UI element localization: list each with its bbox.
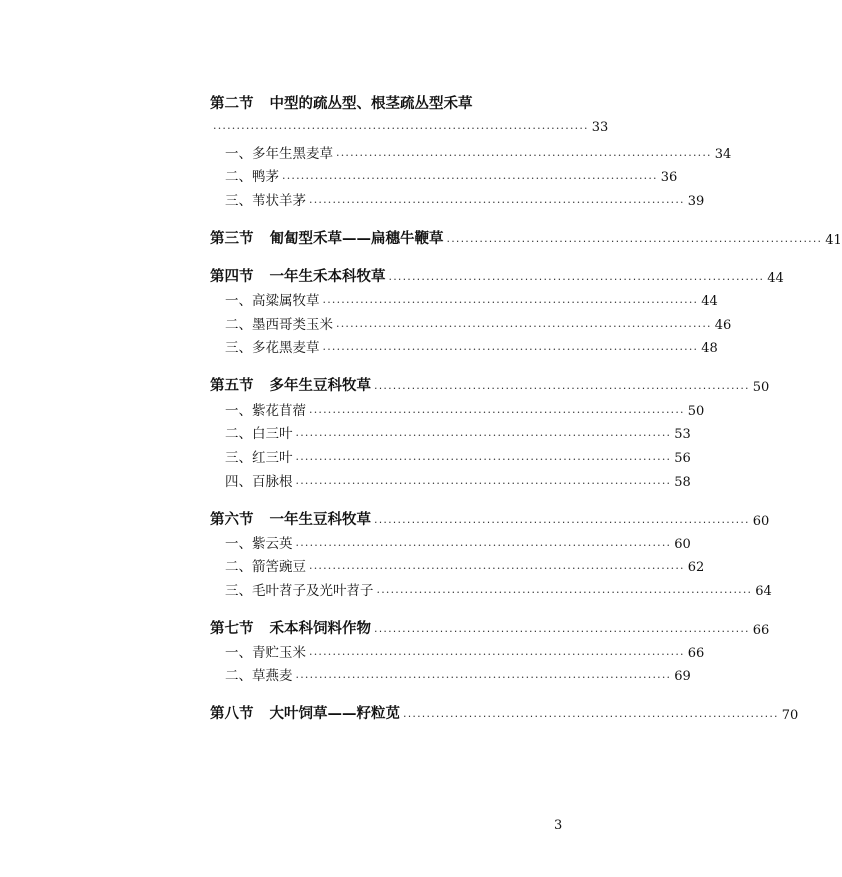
section-number: 第五节 xyxy=(210,378,254,394)
toc-label: 三、苇状羊茅 xyxy=(225,193,306,209)
leader-dots: ················································································ xyxy=(374,516,750,529)
toc-page-number: 60 xyxy=(752,514,770,529)
toc-item[interactable] xyxy=(210,420,691,442)
toc-label: 一、多年生黑麦草 xyxy=(225,146,333,162)
toc-label: 二、草燕麦 xyxy=(225,668,293,684)
toc-label xyxy=(210,265,386,286)
toc-label: 三、多花黑麦草 xyxy=(225,340,320,356)
section-number: 第八节 xyxy=(210,706,254,722)
section-title: 大叶饲草——籽粒苋 xyxy=(269,706,400,722)
toc-item[interactable] xyxy=(210,187,705,209)
leader-dots: ················································································ xyxy=(295,539,672,552)
leader-dots: ················································································ xyxy=(322,343,699,356)
toc-item[interactable] xyxy=(210,287,718,309)
toc-page-number: 36 xyxy=(660,170,678,185)
leader-dots: ················································································ xyxy=(374,625,750,638)
toc-page-number: 70 xyxy=(781,708,799,723)
toc-page-number: 46 xyxy=(714,318,732,333)
toc-label: 二、鸭茅 xyxy=(225,169,279,185)
toc-page-number: 64 xyxy=(755,584,772,599)
toc-page-number: 44 xyxy=(701,294,718,309)
leader-dots: ················································································ xyxy=(282,172,658,185)
toc-label xyxy=(210,702,400,723)
toc-label: 二、箭筈豌豆 xyxy=(225,559,306,575)
section-title: 禾本科饲料作物 xyxy=(269,621,371,637)
toc-page-number: 34 xyxy=(714,147,732,162)
toc-item[interactable] xyxy=(210,163,678,185)
toc-item[interactable] xyxy=(210,468,691,490)
toc-item[interactable] xyxy=(210,444,691,466)
leader-dots: ················································································ xyxy=(403,710,779,723)
leader-dots: ················································································ xyxy=(388,273,765,286)
toc-section-title[interactable] xyxy=(210,92,473,113)
section-number: 第六节 xyxy=(210,512,254,528)
section-title: 匍匐型禾草——扁穗牛鞭草 xyxy=(269,231,444,247)
toc-section[interactable] xyxy=(210,616,770,638)
toc-label: 一、紫花苜蓿 xyxy=(225,403,306,419)
toc-page-number: 44 xyxy=(767,271,784,286)
leader-dots: ················································································ xyxy=(446,235,823,248)
section-number: 第七节 xyxy=(210,621,254,637)
toc-page-number: 48 xyxy=(701,341,718,356)
toc-item[interactable] xyxy=(210,662,691,684)
toc-item[interactable] xyxy=(210,397,705,419)
toc-section[interactable] xyxy=(210,701,799,723)
leader-dots: ················································································ xyxy=(309,406,685,419)
toc-item[interactable] xyxy=(210,577,772,599)
toc-page-number: 56 xyxy=(674,451,691,466)
leader-dots: ················································································ xyxy=(213,122,589,135)
leader-dots: ················································································ xyxy=(295,671,672,684)
leader-dots: ················································································ xyxy=(295,429,672,442)
toc-item[interactable] xyxy=(210,334,718,356)
toc-section[interactable] xyxy=(210,507,770,529)
toc-item[interactable] xyxy=(210,311,732,333)
toc-page-number: 50 xyxy=(752,380,770,395)
section-number: 第四节 xyxy=(210,269,254,285)
toc-page-number: 33 xyxy=(591,120,609,135)
toc-label: 四、百脉根 xyxy=(225,474,293,490)
toc-page-number: 39 xyxy=(687,194,705,209)
toc-page-number: 69 xyxy=(674,669,691,684)
section-title: 中型的疏丛型、根茎疏丛型禾草 xyxy=(269,96,473,112)
toc-label xyxy=(210,374,371,395)
toc-label: 二、白三叶 xyxy=(225,426,293,442)
leader-dots: ················································································ xyxy=(336,320,712,333)
toc-page-number: 53 xyxy=(674,427,691,442)
toc-item[interactable] xyxy=(210,530,691,552)
toc-page-number: 66 xyxy=(752,623,770,638)
leader-dots: ················································································ xyxy=(376,586,753,599)
leader-dots: ················································································ xyxy=(309,648,685,661)
toc-page-number: 58 xyxy=(674,475,691,490)
toc-page-number: 62 xyxy=(687,560,705,575)
leader-dots: ················································································ xyxy=(309,562,685,575)
section-title: 一年生禾本科牧草 xyxy=(269,269,386,285)
section-title: 一年生豆科牧草 xyxy=(269,512,371,528)
leader-dots: ················································································ xyxy=(336,149,712,162)
toc-label: 三、红三叶 xyxy=(225,450,293,466)
section-number: 第二节 xyxy=(210,96,254,112)
toc-label: 二、墨西哥类玉米 xyxy=(225,317,333,333)
toc-page-number: 41 xyxy=(825,233,842,248)
toc-item[interactable] xyxy=(210,553,705,575)
leader-dots: ················································································ xyxy=(295,477,672,490)
toc-page-number: 66 xyxy=(687,646,705,661)
leader-dots: ················································································ xyxy=(322,296,699,309)
page-number: 3 xyxy=(554,818,563,833)
toc-page-number: 60 xyxy=(674,537,691,552)
toc-section[interactable] xyxy=(210,264,784,286)
toc-label xyxy=(210,508,371,529)
toc-item[interactable] xyxy=(210,140,732,162)
toc-label: 三、毛叶苕子及光叶苕子 xyxy=(225,583,374,599)
section-number: 第三节 xyxy=(210,231,254,247)
section-title: 多年生豆科牧草 xyxy=(269,378,371,394)
toc-section[interactable] xyxy=(210,373,770,395)
toc-label: 一、高粱属牧草 xyxy=(225,293,320,309)
toc-leader-line xyxy=(210,113,609,135)
toc-label: 一、青贮玉米 xyxy=(225,645,306,661)
leader-dots: ················································································ xyxy=(295,453,672,466)
toc-label: 一、紫云英 xyxy=(225,536,293,552)
leader-dots: ················································································ xyxy=(374,382,750,395)
leader-dots: ················································································ xyxy=(309,196,685,209)
toc-label xyxy=(210,227,444,248)
toc-label xyxy=(210,617,371,638)
toc-section[interactable] xyxy=(210,226,842,248)
toc-page-number: 50 xyxy=(687,404,705,419)
toc-item[interactable] xyxy=(210,639,705,661)
